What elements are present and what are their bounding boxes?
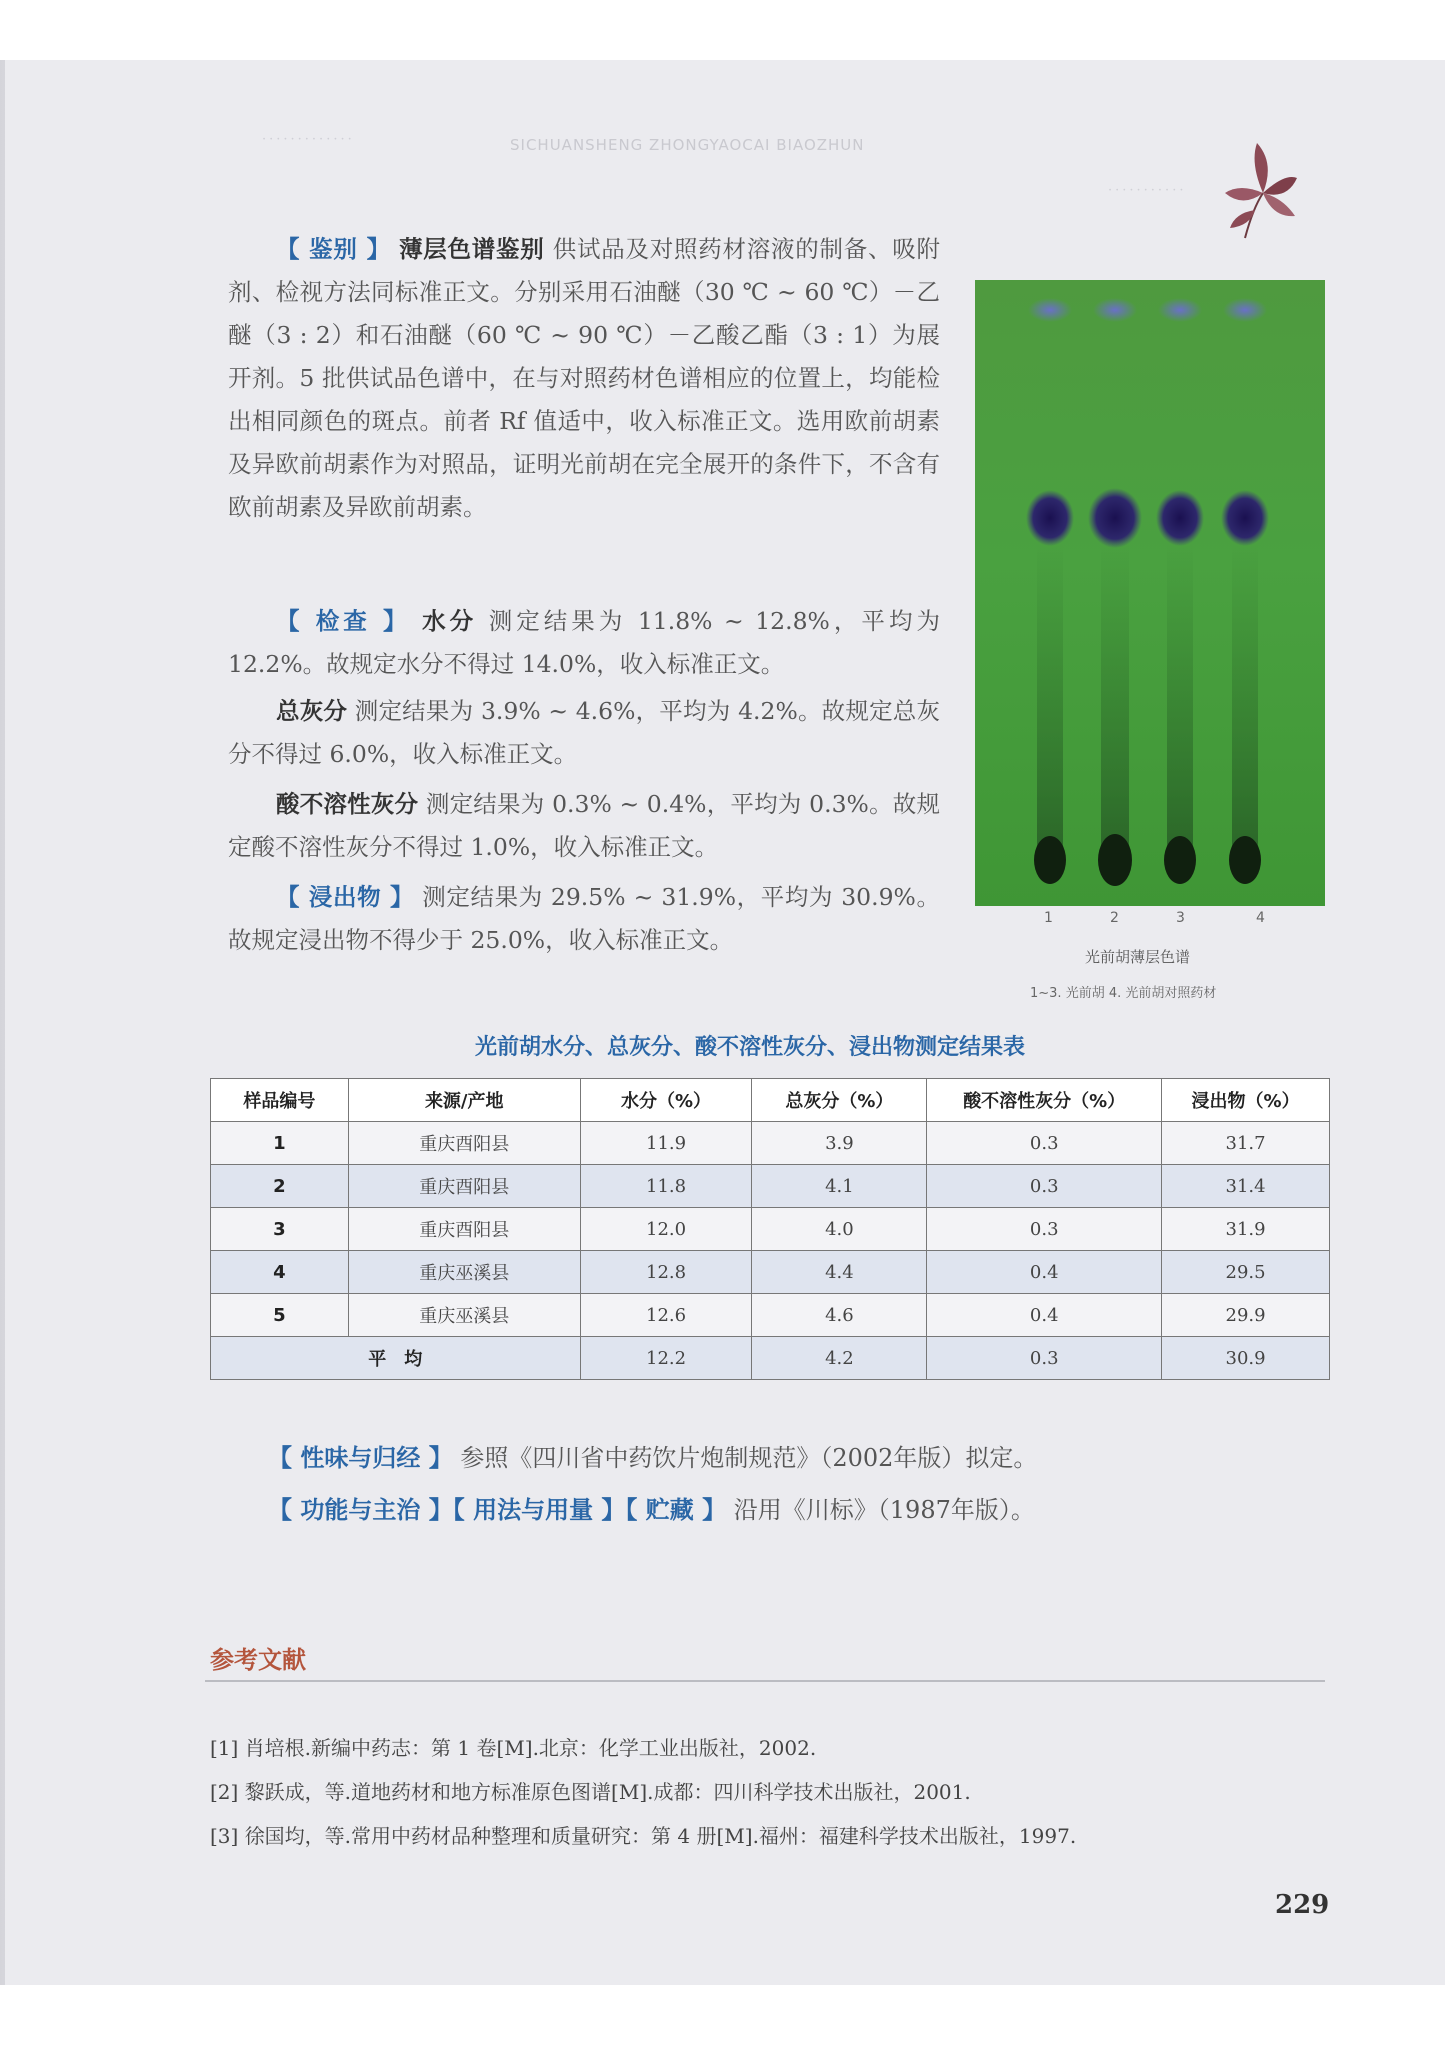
tlc-subheading: 薄层色谱鉴别 [399, 235, 545, 263]
moisture-paragraph [228, 600, 940, 686]
reference-item: [2] 黎跃成，等.道地药材和地方标准原色图谱[M].成都：四川科学技术出版社，2001. [210, 1780, 971, 1804]
table-cell: 0.4 [927, 1251, 1162, 1294]
table-cell: 重庆酉阳县 [348, 1165, 580, 1208]
lane-label-4: 4 [1256, 910, 1265, 926]
table-cell: 4.4 [752, 1251, 927, 1294]
table-cell: 0.3 [927, 1165, 1162, 1208]
table-cell: 11.9 [580, 1122, 752, 1165]
table-cell: 11.8 [580, 1165, 752, 1208]
table-cell: 重庆酉阳县 [348, 1122, 580, 1165]
reference-item: [1] 肖培根.新编中药志：第 1 卷[M].北京：化学工业出版社，2002. [210, 1736, 817, 1760]
lane-2 [1088, 298, 1142, 886]
page-number: 229 [1275, 1890, 1330, 1920]
table-cell: 12.0 [580, 1208, 752, 1251]
table-cell: 4 [211, 1251, 349, 1294]
figure-legend: 1~3. 光前胡 4. 光前胡对照药材 [1030, 986, 1217, 1001]
lane-4 [1221, 298, 1269, 884]
col-header: 水分（%） [580, 1079, 752, 1122]
lane-3 [1156, 298, 1204, 884]
table-cell: 0.3 [927, 1122, 1162, 1165]
table-cell: 4.2 [752, 1337, 927, 1380]
lane-1 [1026, 298, 1074, 884]
lane-label-3: 3 [1176, 910, 1185, 926]
acid-ash-subheading: 酸不溶性灰分 [276, 790, 419, 818]
col-header: 样品编号 [211, 1079, 349, 1122]
inspection-heading: 【 检查 】 [276, 607, 411, 635]
leaf-ornament-icon [1205, 138, 1315, 248]
table-cell: 12.8 [580, 1251, 752, 1294]
col-header: 总灰分（%） [752, 1079, 927, 1122]
flavor-heading: 【 性味与归经 】 [268, 1444, 453, 1472]
table-cell: 重庆巫溪县 [348, 1294, 580, 1337]
table-cell: 0.3 [927, 1337, 1162, 1380]
function-note [268, 1490, 1035, 1525]
identification-paragraph [228, 228, 940, 529]
table-cell: 5 [211, 1294, 349, 1337]
total-ash-paragraph [228, 690, 940, 776]
header-ornament-right: ··········· [1108, 183, 1187, 198]
table-title: 光前胡水分、总灰分、酸不溶性灰分、浸出物测定结果表 [475, 1035, 1026, 1060]
table-cell: 12.6 [580, 1294, 752, 1337]
table-cell: 4.0 [752, 1208, 927, 1251]
references-divider [205, 1680, 1325, 1682]
table-cell: 31.7 [1162, 1122, 1330, 1165]
table-row [211, 1294, 1330, 1337]
flavor-text: 参照《四川省中药饮片炮制规范》（2002年版）拟定。 [460, 1444, 1038, 1472]
lane-label-2: 2 [1110, 910, 1119, 926]
table-cell: 30.9 [1162, 1337, 1330, 1380]
tlc-plate-image [975, 280, 1325, 906]
header-ornament: ············· [262, 132, 355, 147]
moisture-subheading: 水分 [422, 607, 478, 635]
table-cell: 1 [211, 1122, 349, 1165]
lane-label-1: 1 [1044, 910, 1053, 926]
table-row [211, 1122, 1330, 1165]
table-row [211, 1251, 1330, 1294]
function-heading: 【 功能与主治 】【 用法与用量 】【 贮藏 】 [268, 1496, 727, 1524]
identification-text: 供试品及对照药材溶液的制备、吸附剂、检视方法同标准正文。分别采用石油醚（30 ℃ ~ 60 ℃）－乙醚（3 : 2）和石油醚（60 ℃ ~ 90 ℃）－乙酸乙酯（3 : 1）为展开剂。5 批供试品色谱中，在与对照药材色谱相应的位置上，均能检出相同颜色的斑点。前者 Rf 值适中，收入标准正文。选用欧前胡素及异欧前胡素作为对照品，证明光前胡在完全展开的条件下，不含有欧前胡素及异欧前胡素。 [228, 235, 940, 521]
extract-paragraph [228, 876, 940, 962]
table-average-row [211, 1337, 1330, 1380]
table-cell: 29.5 [1162, 1251, 1330, 1294]
table-cell: 3 [211, 1208, 349, 1251]
table-header-row [211, 1079, 1330, 1122]
references-title: 参考文献 [210, 1646, 306, 1674]
col-header: 浸出物（%） [1162, 1079, 1330, 1122]
figure-caption: 光前胡薄层色谱 [1085, 948, 1191, 966]
table-cell: 29.9 [1162, 1294, 1330, 1337]
table-cell: 31.9 [1162, 1208, 1330, 1251]
extract-heading: 【 浸出物 】 [276, 883, 415, 911]
table-row [211, 1208, 1330, 1251]
identification-heading: 【 鉴别 】 [276, 235, 391, 263]
table-cell: 12.2 [580, 1337, 752, 1380]
acid-ash-text: 测定结果为 0.3% ~ 0.4%，平均为 0.3%。故规定酸不溶性灰分不得过 1.0%，收入标准正文。 [228, 790, 940, 861]
table-cell: 4.6 [752, 1294, 927, 1337]
table-cell: 重庆巫溪县 [348, 1251, 580, 1294]
results-table [210, 1078, 1330, 1380]
table-cell: 重庆酉阳县 [348, 1208, 580, 1251]
total-ash-subheading: 总灰分 [276, 697, 348, 725]
extract-text: 测定结果为 29.5% ~ 31.9%，平均为 30.9%。故规定浸出物不得少于 25.0%，收入标准正文。 [228, 883, 940, 954]
table-cell: 2 [211, 1165, 349, 1208]
acid-ash-paragraph [228, 783, 940, 869]
table-cell: 0.3 [927, 1208, 1162, 1251]
table-row [211, 1165, 1330, 1208]
col-header: 来源/产地 [348, 1079, 580, 1122]
tlc-chromatogram-photo [975, 280, 1325, 906]
table-cell: 31.4 [1162, 1165, 1330, 1208]
table-cell: 0.4 [927, 1294, 1162, 1337]
reference-item: [3] 徐国均，等.常用中药材品种整理和质量研究：第 4 册[M].福州：福建科学技术出版社，1997. [210, 1824, 1077, 1848]
total-ash-text: 测定结果为 3.9% ~ 4.6%，平均为 4.2%。故规定总灰分不得过 6.0%，收入标准正文。 [228, 697, 940, 768]
average-label: 平 均 [211, 1337, 581, 1380]
flavor-note [268, 1438, 1037, 1473]
table-cell: 3.9 [752, 1122, 927, 1165]
function-text: 沿用《川标》（1987年版）。 [733, 1496, 1035, 1524]
table-cell: 4.1 [752, 1165, 927, 1208]
col-header: 酸不溶性灰分（%） [927, 1079, 1162, 1122]
moisture-text: 测定结果为 11.8% ~ 12.8%，平均为 12.2%。故规定水分不得过 14.0%，收入标准正文。 [228, 607, 940, 678]
running-header: SICHUANSHENG ZHONGYAOCAI BIAOZHUN [510, 136, 865, 154]
